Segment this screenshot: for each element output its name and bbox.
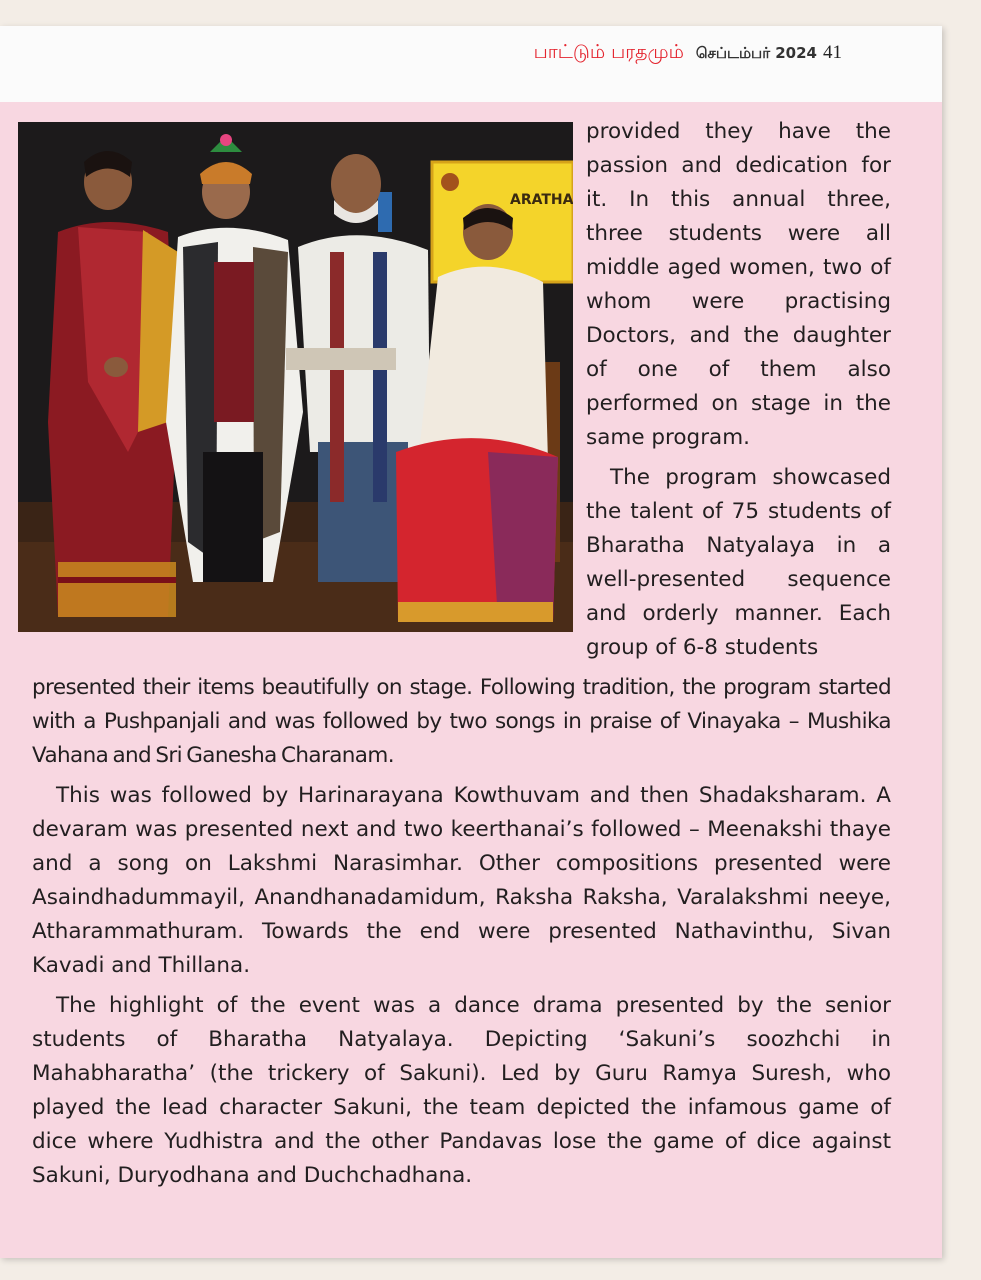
event-photo [18, 122, 573, 632]
magazine-title: பாட்டும் பரதமும் [533, 41, 684, 63]
issue-date: செப்டம்பர் 2024 [695, 44, 817, 62]
paragraph-dance-drama: The highlight of the event was a dance drama presented by the senior students of Bharatha Natyalaya. Depicting ‘Sakuni’s soozhchi in Mahabharatha’ (the trickery of Sakuni). Led by Guru Ramya Suresh, who played the lead character Sakuni, the team depicted the infamous game of dice where Yudhistra and the other Pandavas lose the game of dice against Sakuni, Duryodhana and Duchchadhana. [32, 993, 891, 1188]
magazine-page [0, 26, 942, 1258]
right-text-column [586, 26, 891, 665]
paragraph-compositions: This was followed by Harinarayana Kowthuvam and then Shadaksharam. A devaram was presented next and two keerthanai’s followed – Meenakshi thaye and a song on Lakshmi Narasimhar. Other compositions presented were Asaindhadummayil, Anandhanadamidum, Raksha Raksha, Varalakshmi neeye, Atharammathuram. Towards the end were presented Nathavinthu, Sivan Kavadi and Thillana. [32, 783, 891, 978]
banner-text: ARATHA [510, 192, 573, 208]
paragraph-continued: provided they have the passion and dedication for it. In this annual three, three students were all middle aged women, two of whom were practising Doctors, and the daughter of one of them also performed on stage in the same program. [586, 119, 891, 450]
photo-illustration [18, 122, 573, 632]
award-plaque [286, 348, 396, 370]
page-number: 41 [823, 42, 842, 63]
paragraph-program: The program showcased the talent of 75 students of Bharatha Natyalaya in a well-presented sequence and orderly manner. Each group of 6-8 students [586, 465, 891, 660]
paragraph-continuation: presented their items beautifully on stage. Following tradition, the program started with a Pushpanjali and was followed by two songs in praise of Vinayaka – Mushika Vahana and Sri Ganesha Charanam. [32, 675, 891, 768]
article-body [32, 671, 891, 1193]
